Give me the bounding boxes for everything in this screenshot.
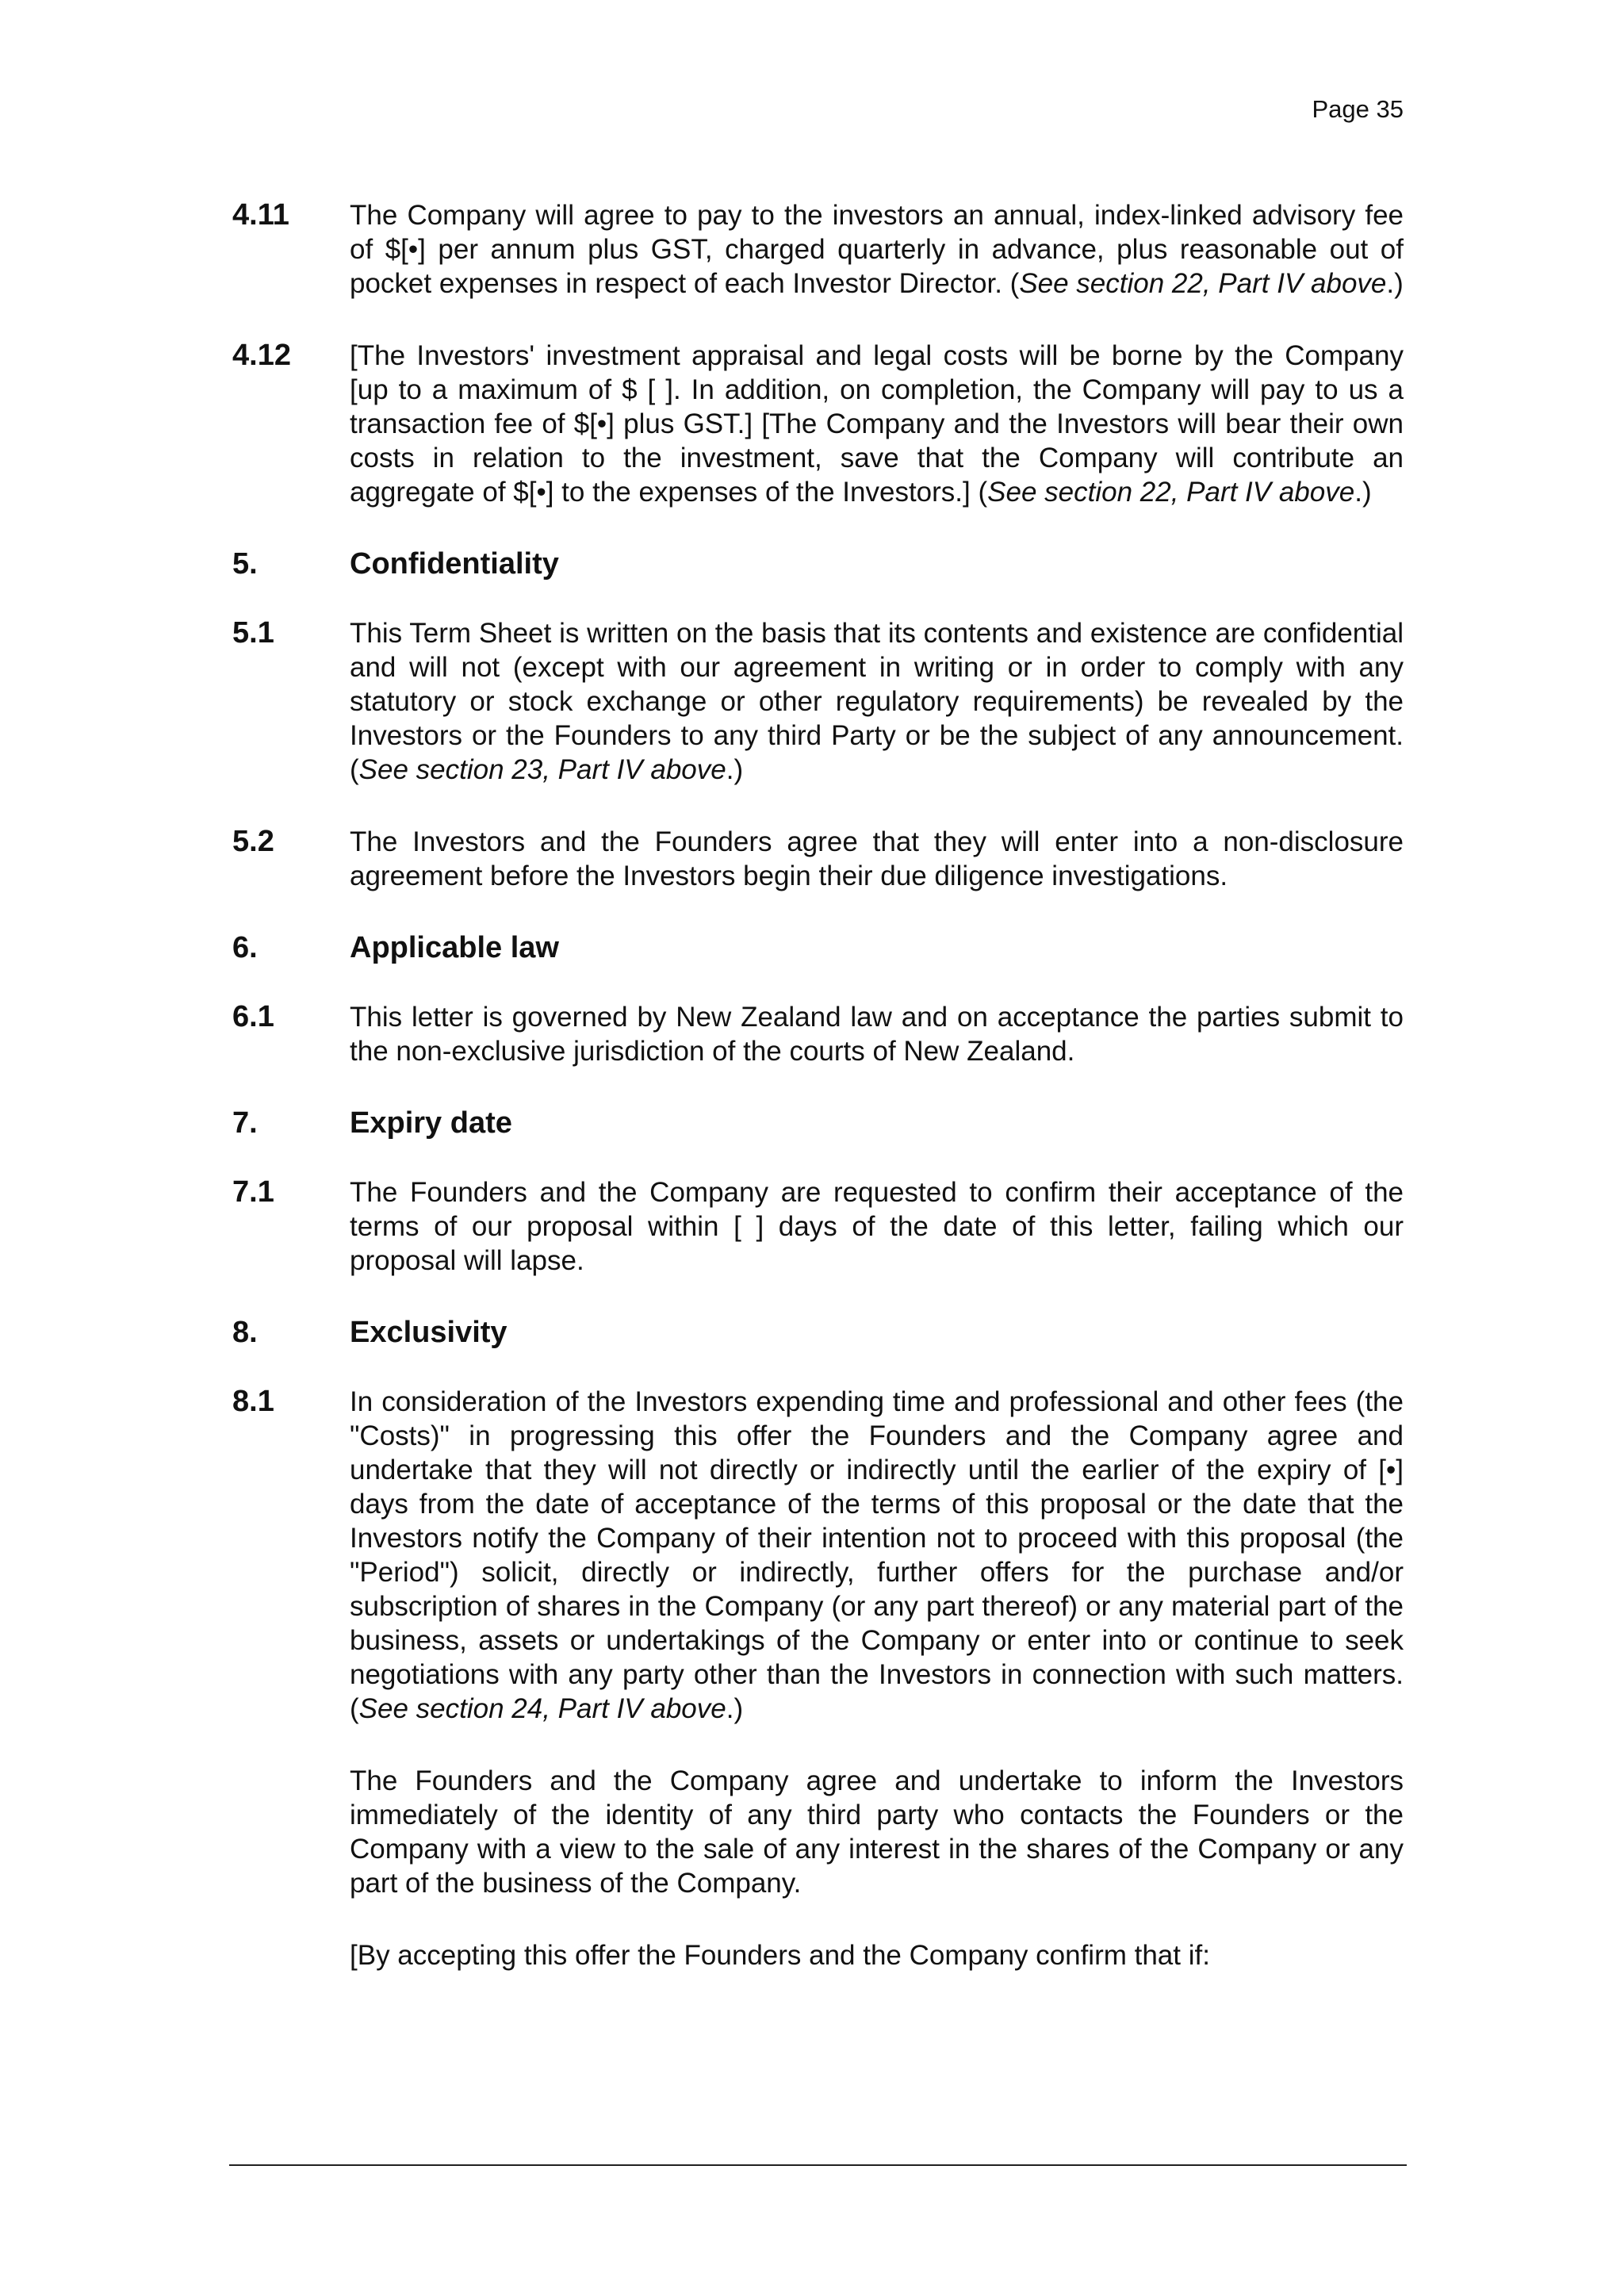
- cross-reference: See section 23, Part IV above: [358, 754, 726, 785]
- clause-number: 5.1: [232, 616, 274, 650]
- section-number: 7.: [232, 1106, 258, 1140]
- page-number: Page 35: [1312, 95, 1404, 123]
- clause-number: 4.12: [232, 339, 291, 372]
- section-title: Confidentiality: [350, 547, 559, 581]
- clause-text: The Investors and the Founders agree that they will enter into a non-disclosure agreement before the Investors begin their due diligence investigations.: [350, 826, 1404, 891]
- clause-text: In consideration of the Investors expending time and professional and other fees (the "Costs)" in progressing this offer the Founders and the Company agree and undertake that they will not directly or indirectly until the earlier of the expiry of [•] days from the date of acceptance of the terms of this proposal or the date that the Investors notify the Company of their intention not to proceed with this proposal (the "Period") solicit, directly or indirectly, further offers for the purchase and/or subscription of shares in the Company (or any part thereof) or any material part of the business, assets or undertakings of the Company or enter into or continue to seek negotiations with any party other than the Investors in connection with such matters. (See section 24, Part IV above.): [350, 1386, 1404, 1724]
- clause-5-1: [232, 616, 1404, 787]
- clause-8-1-continuation: The Founders and the Company agree and undertake to inform the Investors immediately of the identity of any third party who contacts the Founders or the Company with a view to the sale of any interest in the shares of the Company or any part of the business of the Company.: [350, 1765, 1404, 1899]
- cross-reference: See section 22, Part IV above: [1019, 268, 1387, 299]
- section-heading-exclusivity: [232, 1316, 1404, 1350]
- section-title: Applicable law: [350, 931, 559, 964]
- clause-7-1: [232, 1175, 1404, 1278]
- clause-number: 8.1: [232, 1385, 274, 1418]
- clause-text: The Company will agree to pay to the investors an annual, index-linked advisory fee of $[•] per annum plus GST, charged quarterly in advance, plus reasonable out of pocket expenses in respect of each Investor Director. (See section 22, Part IV above.): [350, 200, 1404, 299]
- footer-rule: [229, 2164, 1407, 2166]
- section-heading-expiry-date: [232, 1106, 1404, 1140]
- cross-reference: See section 22, Part IV above: [987, 477, 1355, 508]
- section-heading-confidentiality: [232, 547, 1404, 581]
- clause-number: 4.11: [232, 198, 289, 232]
- section-number: 8.: [232, 1316, 258, 1349]
- clause-text: [The Investors' investment appraisal and legal costs will be borne by the Company [up to a maximum of $ [ ]. In addition, on completion, the Company will pay to us a transaction fee of $[•] plus GST.] [The Company and the Investors will bear their own costs in relation to the investment, save that the Company will contribute an aggregate of $[•] to the expenses of the Investors.] (See section 22, Part IV above.): [350, 340, 1404, 508]
- section-number: 5.: [232, 547, 258, 581]
- clause-5-2: [232, 825, 1404, 893]
- section-number: 6.: [232, 931, 258, 964]
- section-title: Exclusivity: [350, 1316, 508, 1349]
- clause-text: The Founders and the Company are requested to confirm their acceptance of the terms of our proposal within [ ] days of the date of this letter, failing which our proposal will lapse.: [350, 1177, 1404, 1276]
- clause-number: 5.2: [232, 825, 274, 858]
- clause-number: 6.1: [232, 1000, 274, 1033]
- clause-text: This Term Sheet is written on the basis that its contents and existence are confidential and will not (except with our agreement in writing or in order to comply with any statutory or stock exchange or other regulatory requirements) be revealed by the Investors or the Founders to any third Party or be the subject of any announcement. (See section 23, Part IV above.): [350, 618, 1404, 785]
- clause-8-1: [232, 1385, 1404, 1726]
- clause-4-11: [232, 198, 1404, 301]
- section-title: Expiry date: [350, 1106, 512, 1140]
- clause-number: 7.1: [232, 1175, 274, 1209]
- cross-reference: See section 24, Part IV above: [358, 1693, 726, 1724]
- clause-6-1: [232, 1000, 1404, 1068]
- document-body: [232, 198, 1404, 2010]
- clause-4-12: [232, 339, 1404, 509]
- section-heading-applicable-law: [232, 931, 1404, 965]
- clause-8-1-continuation-2: [By accepting this offer the Founders and the Company confirm that if:: [350, 1940, 1210, 1971]
- clause-text: This letter is governed by New Zealand law and on acceptance the parties submit to the non-exclusive jurisdiction of the courts of New Zealand.: [350, 1002, 1404, 1067]
